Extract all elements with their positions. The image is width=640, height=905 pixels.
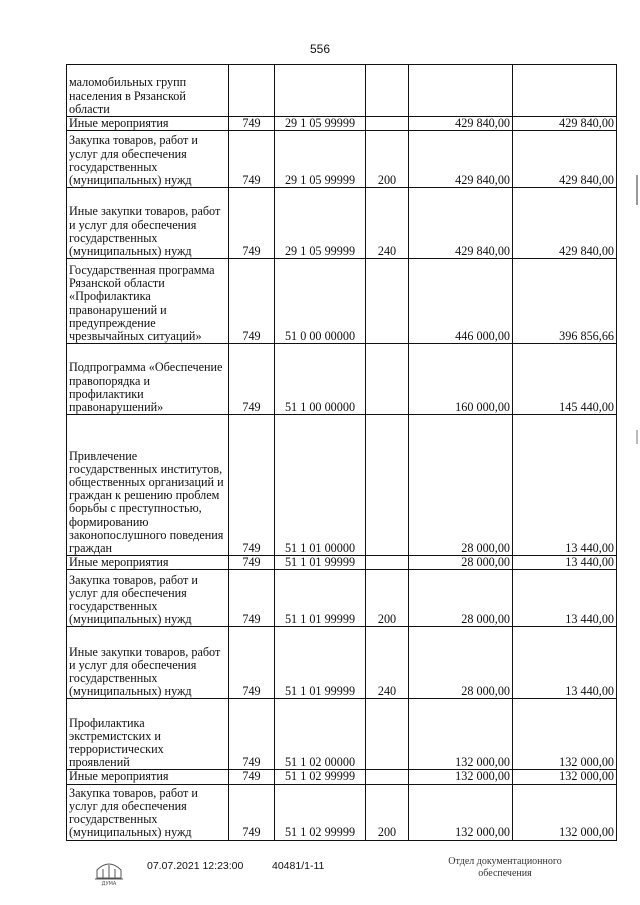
cell-csr: 51 1 01 00000 bbox=[275, 415, 366, 556]
cell-ved: 749 bbox=[229, 556, 275, 570]
cell-sum-plan: 132 000,00 bbox=[409, 784, 513, 840]
cell-sum-plan: 28 000,00 bbox=[409, 570, 513, 627]
cell-sum-plan bbox=[409, 65, 513, 117]
cell-sum-plan: 132 000,00 bbox=[409, 699, 513, 770]
table-row bbox=[67, 784, 617, 840]
page-number: 556 bbox=[309, 42, 331, 56]
cell-sum-fact: 132 000,00 bbox=[513, 784, 617, 840]
table-body bbox=[67, 65, 617, 841]
table-row bbox=[67, 415, 617, 556]
cell-name: Закупка товаров, работ и услуг для обеспечения государственных (муниципальных) нужд bbox=[67, 784, 229, 840]
cell-name: Подпрограмма «Обеспечение правопорядка и профилактики правонарушений» bbox=[67, 344, 229, 415]
cell-csr: 51 1 01 99999 bbox=[275, 570, 366, 627]
cell-sum-fact: 145 440,00 bbox=[513, 344, 617, 415]
cell-name: Государственная программа Рязанской области «Профилактика правонарушений и предупреждение чрезвычайных ситуаций» bbox=[67, 259, 229, 344]
cell-sum-fact: 429 840,00 bbox=[513, 117, 617, 131]
table-row bbox=[67, 259, 617, 344]
cell-csr: 29 1 05 99999 bbox=[275, 131, 366, 188]
cell-name: Иные мероприятия bbox=[67, 117, 229, 131]
cell-csr: 51 0 00 00000 bbox=[275, 259, 366, 344]
cell-name: Иные закупки товаров, работ и услуг для обеспечения государственных (муниципальных) нужд bbox=[67, 627, 229, 699]
cell-ved: 749 bbox=[229, 627, 275, 699]
cell-sum-plan: 160 000,00 bbox=[409, 344, 513, 415]
cell-vr: 200 bbox=[366, 570, 409, 627]
cell-name: Иные закупки товаров, работ и услуг для обеспечения государственных (муниципальных) нужд bbox=[67, 188, 229, 259]
cell-sum-plan: 28 000,00 bbox=[409, 556, 513, 570]
cell-vr bbox=[366, 415, 409, 556]
cell-ved: 749 bbox=[229, 570, 275, 627]
cell-csr: 51 1 02 00000 bbox=[275, 699, 366, 770]
cell-vr: 240 bbox=[366, 188, 409, 259]
cell-sum-plan: 28 000,00 bbox=[409, 415, 513, 556]
cell-vr bbox=[366, 259, 409, 344]
cell-csr: 51 1 00 00000 bbox=[275, 344, 366, 415]
table-row bbox=[67, 556, 617, 570]
footer-timestamp: 07.07.2021 12:23:00 bbox=[147, 860, 244, 872]
cell-sum-plan: 429 840,00 bbox=[409, 131, 513, 188]
cell-csr: 29 1 05 99999 bbox=[275, 117, 366, 131]
cell-sum-plan: 28 000,00 bbox=[409, 627, 513, 699]
cell-sum-plan: 132 000,00 bbox=[409, 770, 513, 784]
cell-ved bbox=[229, 65, 275, 117]
cell-ved: 749 bbox=[229, 415, 275, 556]
table-row bbox=[67, 627, 617, 699]
scan-edge-mark bbox=[636, 430, 638, 444]
cell-sum-fact: 396 856,66 bbox=[513, 259, 617, 344]
table-row bbox=[67, 770, 617, 784]
cell-ved: 749 bbox=[229, 117, 275, 131]
cell-vr bbox=[366, 556, 409, 570]
logo-text: ДУМА bbox=[101, 881, 117, 886]
cell-name: Профилактика экстремистских и террористических проявлений bbox=[67, 699, 229, 770]
cell-sum-fact: 13 440,00 bbox=[513, 415, 617, 556]
cell-vr bbox=[366, 117, 409, 131]
table-row bbox=[67, 131, 617, 188]
cell-vr bbox=[366, 770, 409, 784]
cell-sum-fact: 132 000,00 bbox=[513, 770, 617, 784]
cell-name: Закупка товаров, работ и услуг для обеспечения государственных (муниципальных) нужд bbox=[67, 131, 229, 188]
cell-sum-fact: 132 000,00 bbox=[513, 699, 617, 770]
cell-vr bbox=[366, 344, 409, 415]
cell-sum-fact: 13 440,00 bbox=[513, 556, 617, 570]
cell-sum-plan: 446 000,00 bbox=[409, 259, 513, 344]
cell-name: Иные мероприятия bbox=[67, 770, 229, 784]
cell-sum-fact: 429 840,00 bbox=[513, 131, 617, 188]
table-row bbox=[67, 117, 617, 131]
cell-vr bbox=[366, 699, 409, 770]
table-row bbox=[67, 344, 617, 415]
cell-ved: 749 bbox=[229, 770, 275, 784]
duma-logo-icon bbox=[92, 856, 126, 886]
cell-name: Закупка товаров, работ и услуг для обеспечения государственных (муниципальных) нужд bbox=[67, 570, 229, 627]
cell-vr: 200 bbox=[366, 784, 409, 840]
cell-csr: 51 1 02 99999 bbox=[275, 770, 366, 784]
department-line-1: Отдел документационного bbox=[448, 856, 562, 867]
table-row bbox=[67, 570, 617, 627]
cell-csr: 51 1 02 99999 bbox=[275, 784, 366, 840]
cell-sum-fact: 13 440,00 bbox=[513, 627, 617, 699]
cell-name: маломобильных групп населения в Рязанской области bbox=[67, 65, 229, 117]
cell-ved: 749 bbox=[229, 344, 275, 415]
cell-name: Иные мероприятия bbox=[67, 556, 229, 570]
cell-ved: 749 bbox=[229, 699, 275, 770]
cell-ved: 749 bbox=[229, 131, 275, 188]
cell-ved: 749 bbox=[229, 188, 275, 259]
cell-name: Привлечение государственных институтов, общественных организаций и граждан к решению проблем борьбы с преступностью, формированию законопослушного поведения граждан bbox=[67, 415, 229, 556]
cell-ved: 749 bbox=[229, 784, 275, 840]
table-row bbox=[67, 65, 617, 117]
cell-sum-plan: 429 840,00 bbox=[409, 188, 513, 259]
cell-vr bbox=[366, 65, 409, 117]
table-row bbox=[67, 699, 617, 770]
cell-ved: 749 bbox=[229, 259, 275, 344]
department-line-2: обеспечения bbox=[478, 868, 532, 879]
budget-table bbox=[66, 64, 617, 841]
cell-csr: 29 1 05 99999 bbox=[275, 188, 366, 259]
table-row bbox=[67, 188, 617, 259]
footer-reg-number: 40481/1-11 bbox=[272, 860, 325, 872]
cell-csr: 51 1 01 99999 bbox=[275, 556, 366, 570]
cell-sum-fact: 429 840,00 bbox=[513, 188, 617, 259]
cell-csr bbox=[275, 65, 366, 117]
cell-sum-fact bbox=[513, 65, 617, 117]
page-footer bbox=[0, 852, 640, 892]
cell-vr: 200 bbox=[366, 131, 409, 188]
footer-department bbox=[435, 856, 575, 880]
cell-vr: 240 bbox=[366, 627, 409, 699]
cell-sum-plan: 429 840,00 bbox=[409, 117, 513, 131]
scan-edge-mark bbox=[636, 175, 638, 205]
cell-sum-fact: 13 440,00 bbox=[513, 570, 617, 627]
cell-csr: 51 1 01 99999 bbox=[275, 627, 366, 699]
